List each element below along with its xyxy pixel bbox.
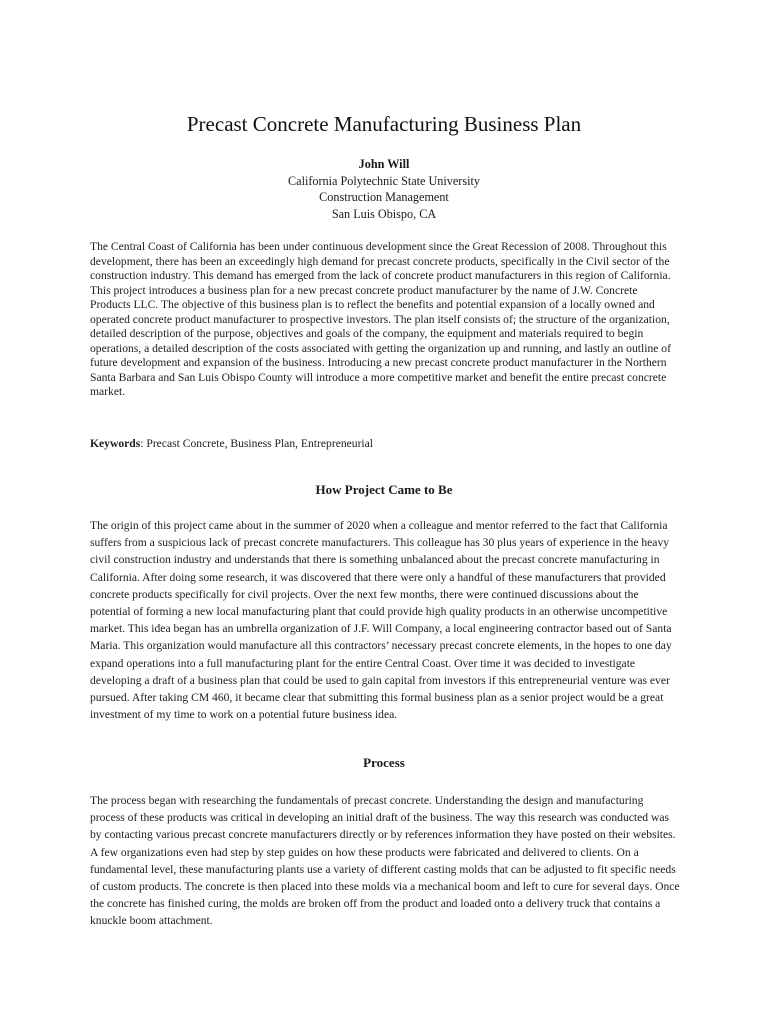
- author-block: [0, 156, 768, 222]
- author-location: San Luis Obispo, CA: [331, 206, 437, 221]
- section-heading-process: Process: [363, 755, 405, 770]
- document-title: Precast Concrete Manufacturing Business Plan: [186, 112, 582, 136]
- author-affiliation: California Polytechnic State University: [288, 173, 480, 188]
- section-body-origin: The origin of this project came about in the summer of 2020 when a colleague and mentor referred to the fact that California suffers from a suspicious lack of precast concrete manufacturers. This colleague has 30 plus years of experience in the heavy civil construction industry and understands that there is something unbalanced about the precast concrete manufacturing in California. After doing some research, it was discovered that there were only a handful of these manufacturers that provided concrete products specifically for civil projects. Over the next few months, there were continued discussions about the potential of forming a new local manufacturing plant that could provide high quality products in an otherwise uncompetitive market. This idea began has an umbrella organization of J.F. Will Company, a local engineering contractor based out of Santa Maria. This organization would manufacture all this contractors’ necessary precast concrete elements, in the hopes to one day expand operations into a full manufacturing plant for the entire Central Coast. Over time it was decided to investigate developing a draft of a business plan that could be used to gain capital from investors if this entrepreneurial venture was ever pursued. After taking CM 460, it became clear that submitting this formal business plan as a senior project would be a great investment of my time to work on a potential future business idea.: [90, 519, 672, 722]
- author-department: Construction Management: [319, 190, 449, 204]
- author-name: John Will: [358, 157, 410, 171]
- section-heading-origin: How Project Came to Be: [315, 482, 453, 497]
- section-body-process: The process began with researching the fundamentals of precast concrete. Understanding the design and manufacturing process of these products was critical in developing an initial draft of the business. The way this research was conducted was by contacting various precast concrete manufacturers directly or by references information they have posted on their websites. A few organizations even had step by step guides on how these products were fabricated and delivered to clients. On a fundamental level, these manufacturing plants use a variety of different casting molds that can be adjusted to fit specific needs of custom products. The concrete is then placed into these molds via a mechanical boom and left to cure for several days. Once the concrete has finished curing, the molds are broken off from the product and loaded onto a delivery truck that contains a knuckle boom attachment.: [90, 794, 680, 928]
- abstract-paragraph: The Central Coast of California has been under continuous development since the Great Recession of 2008. Throughout this development, there has been an exceedingly high demand for precast concrete products, specifically in the Civil sector of the construction industry. This demand has emerged from the lack of concrete product manufacturers in this region of California. This project introduces a business plan for a new precast concrete product manufacturer by the name of J.W. Concrete Products LLC. The objective of this business plan is to reflect the benefits and potential expansion of a locally owned and operated concrete product manufacturer to prospective investors. The plan itself consists of; the structure of the organization, detailed description of the purpose, objectives and goals of the company, the equipment and materials required to begin operations, a detailed description of the costs associated with getting the organization up and running, and lastly an outline of future development and expansion of the business. Introducing a new precast concrete product manufacturer in the Northern Santa Barbara and San Luis Obispo County will introduce a more competitive market and benefit the entire precast concrete market.: [90, 240, 671, 399]
- keywords-line: [90, 437, 680, 452]
- keywords-text: : Precast Concrete, Business Plan, Entrepreneurial: [140, 437, 374, 450]
- keywords-label: Keywords: [90, 437, 141, 450]
